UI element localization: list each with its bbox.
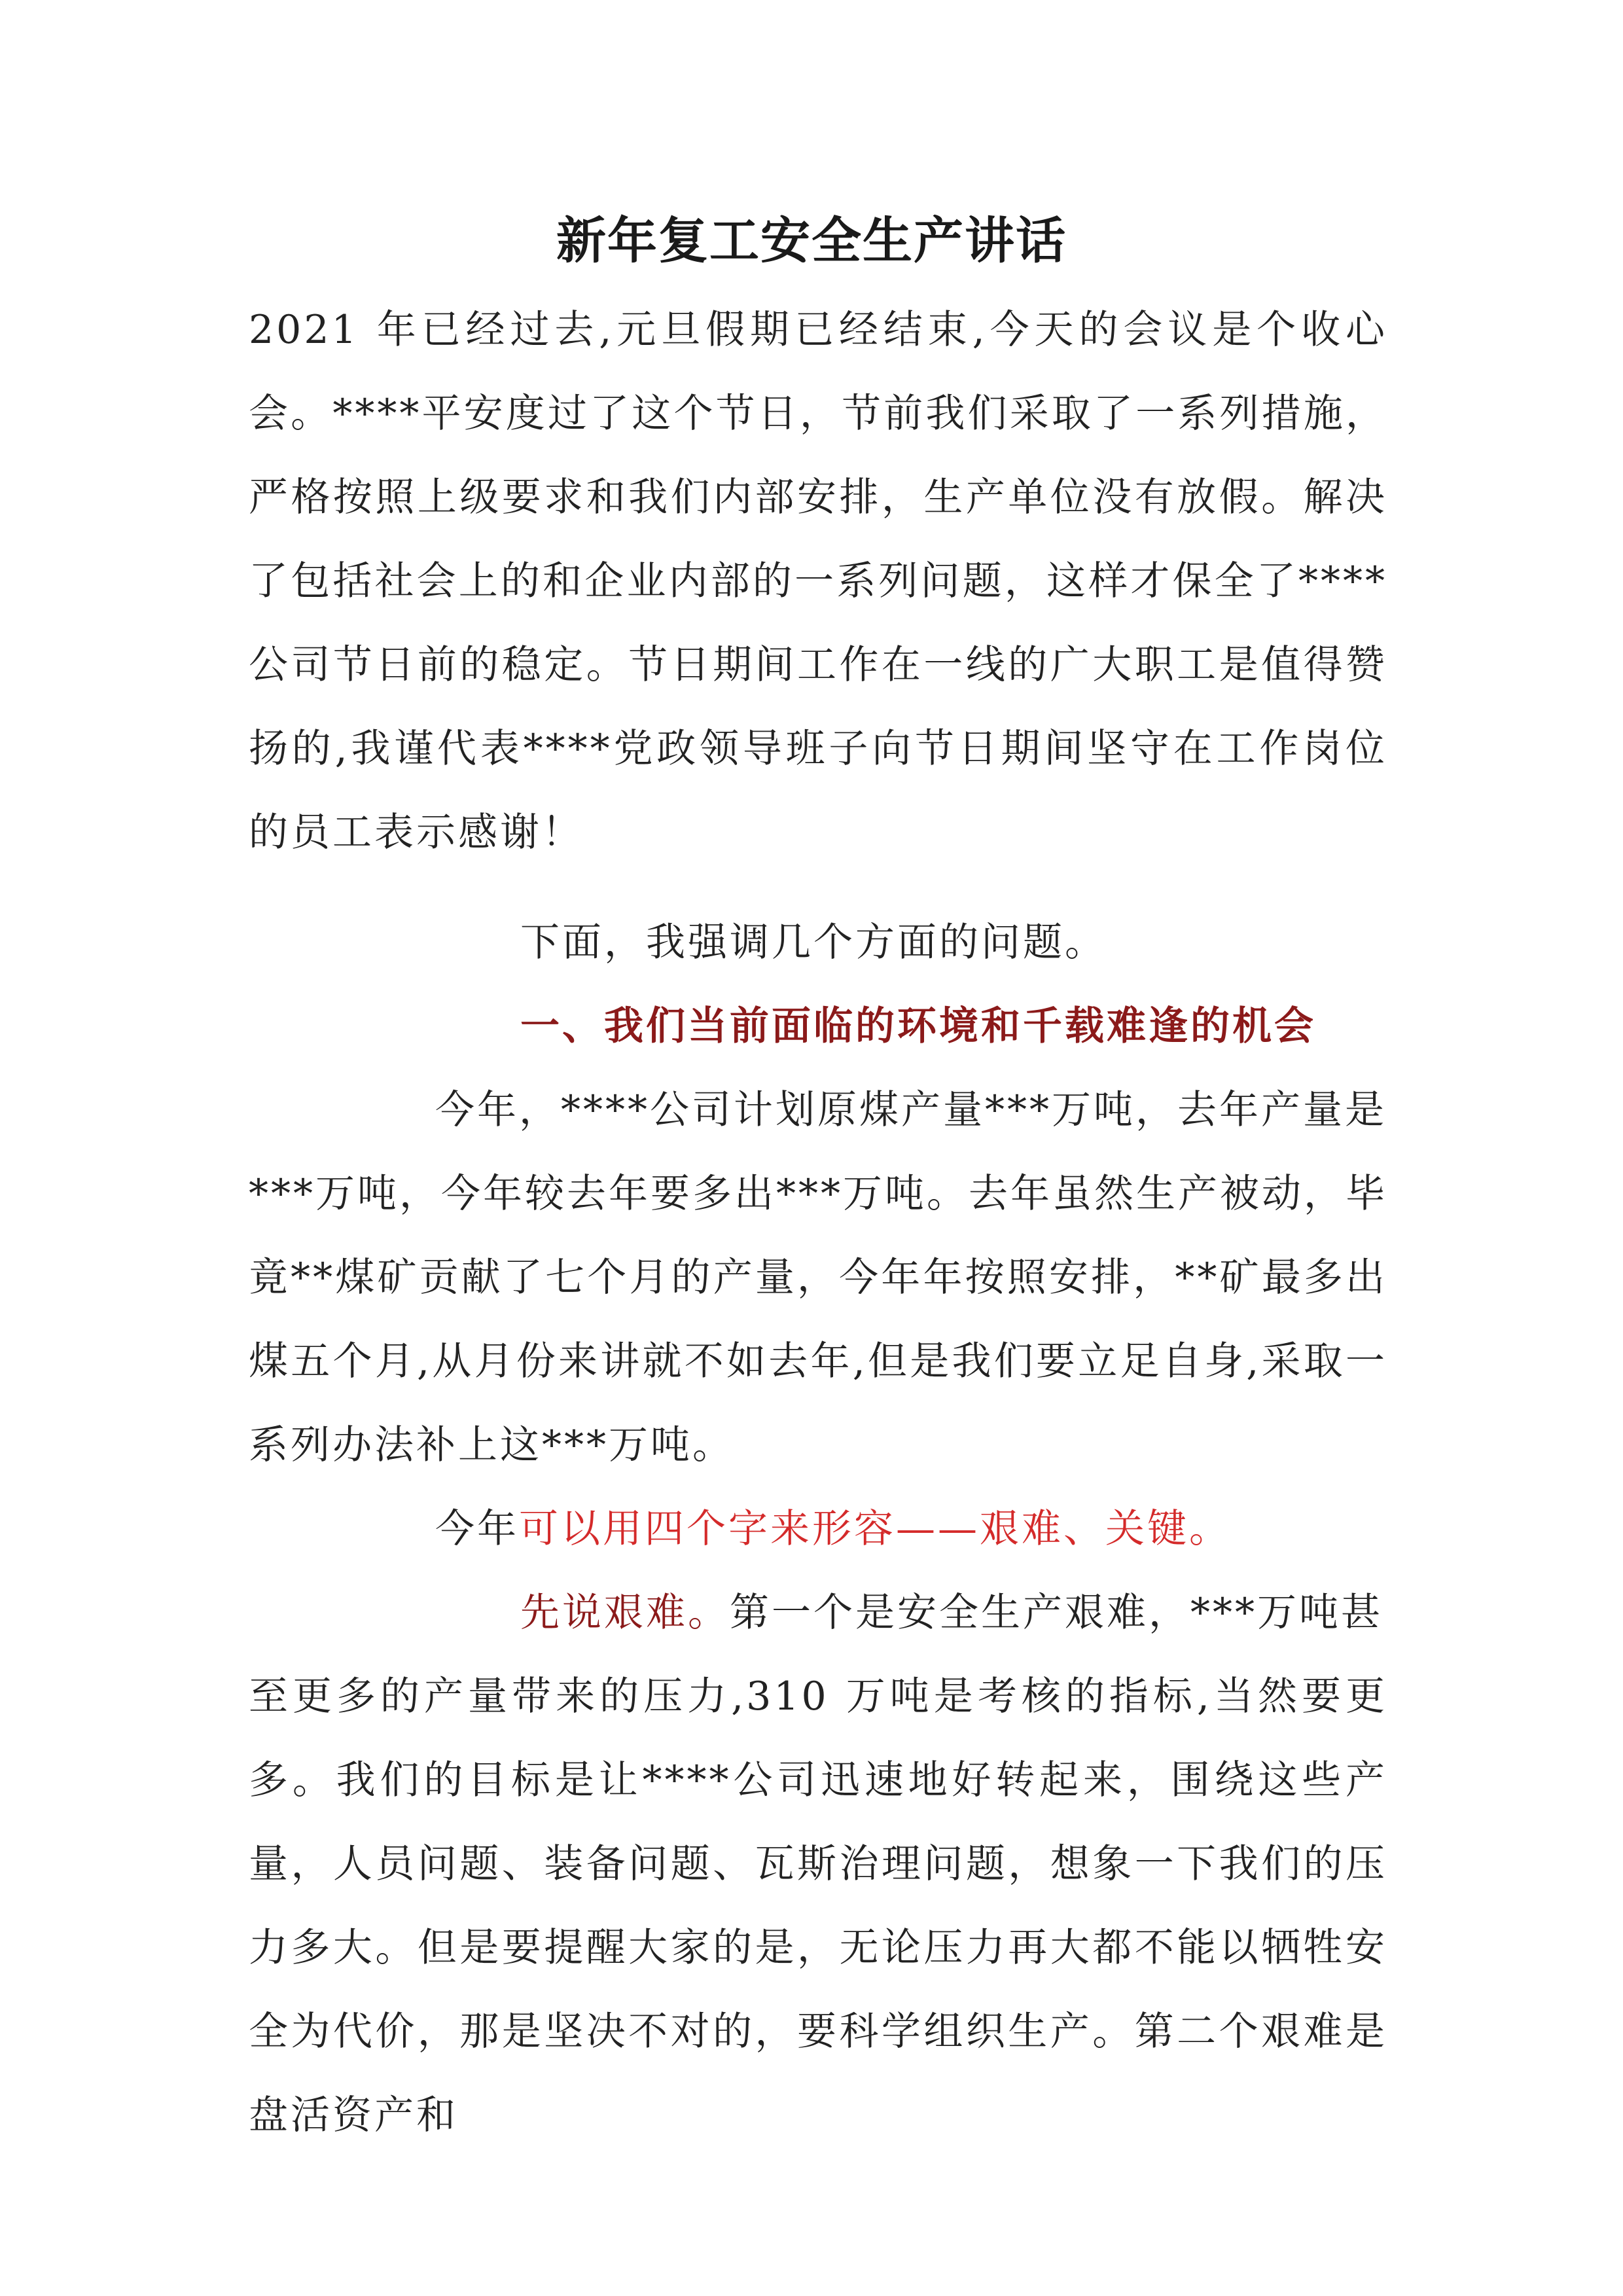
paragraph-difficulty-first-line [520,1571,1383,1655]
paragraph-intro: 2021 年已经过去,元旦假期已经结束,今天的会议是个收心会。****平安度过了这个节日，节前我们采取了一系列措施，严格按照上级要求和我们内部安排，生产单位没有放假。解决了包括社会上的和企业内部的一系列问题，这样才保全了****公司节日前的稳定。节日期间工作在一线的广大职工是值得赞扬的,我谨代表****党政领导班子向节日期间坚守在工作岗位的员工表示感谢！ [249,307,1387,855]
document-title: 新年复工安全生产讲话 [556,211,1067,270]
difficulty-first-text: 第一个是安全生产艰难，***万吨甚 [730,1590,1383,1636]
paragraph-production-first-line: 今年，****公司计划原煤产量***万吨，去年产量是 [435,1087,1387,1133]
difficulty-highlight: 先说艰难。 [520,1590,730,1636]
paragraph-four-words [435,1487,1231,1571]
four-words-highlight: 可以用四个字来形容——艰难、关键。 [519,1506,1231,1552]
paragraph-production-rest: ***万吨，今年较去年要多出***万吨。去年虽然生产被动，毕竟**煤矿贡献了七个月的产量，今年年按照安排，**矿最多出煤五个月,从月份来讲就不如去年,但是我们要立足自身,采取一系列办法补上这***万吨。 [249,1171,1387,1468]
section-heading-1: 一、我们当前面临的环境和千载难逢的机会 [520,1003,1316,1049]
four-words-prefix: 今年 [435,1506,519,1552]
paragraph-difficulty-rest: 至更多的产量带来的压力,310 万吨是考核的指标,当然要更多。我们的目标是让****公司迅速地好转起来，围绕这些产量，人员问题、装备问题、瓦斯治理问题，想象一下我们的压力多大。但是要提醒大家的是，无论压力再大都不能以牺牲安全为代价，那是坚决不对的，要科学组织生产。第二个艰难是盘活资产和 [249,1674,1387,2138]
paragraph-transition: 下面，我强调几个方面的问题。 [520,920,1107,965]
